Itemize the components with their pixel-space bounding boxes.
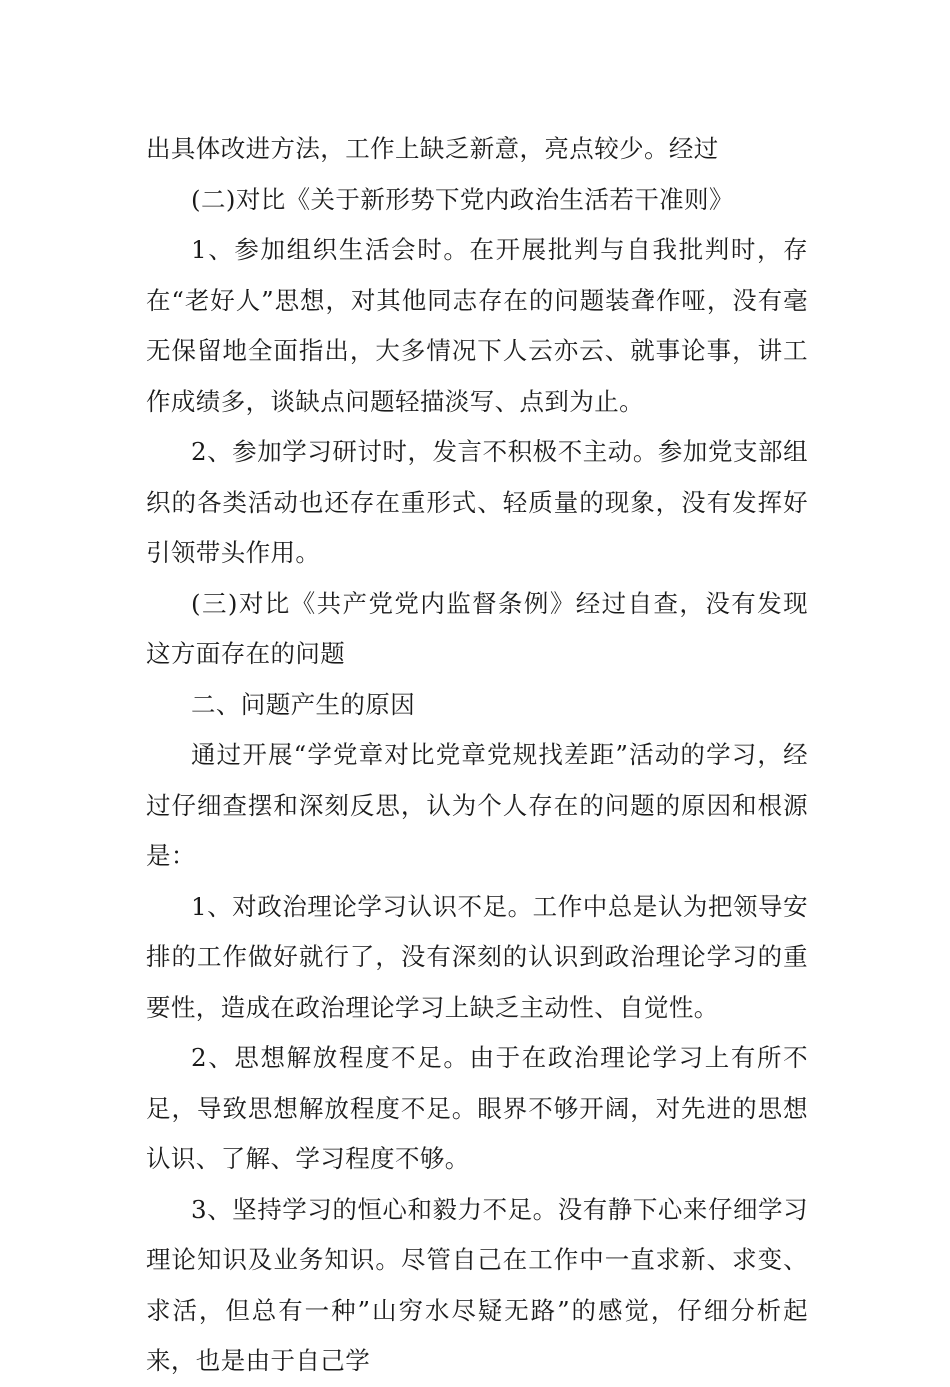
paragraph-cause-1: 1、对政治理论学习认识不足。工作中总是认为把领导安排的工作做好就行了，没有深刻的认识到政治理论学习的重要性，造成在政治理论学习上缺乏主动性、自觉性。: [146, 891, 808, 1022]
paragraph-section-heading-2: (二)对比《关于新形势下党内政治生活若干准则》: [191, 184, 734, 214]
paragraph-intro: 通过开展“学党章对比党章党规找差距”活动的学习，经过仔细查摆和深刻反思，认为个人存在的问题的原因和根源是：: [146, 740, 808, 870]
paragraph-item-1: 1、参加组织生活会时。在开展批判与自我批判时，存在“老好人”思想，对其他同志存在的问题装聋作哑，没有毫无保留地全面指出，大多情况下人云亦云、就事论事，讲工作成绩多，谈缺点问题轻描淡写、点到为止。: [146, 235, 808, 416]
paragraph-section-heading-3: (三)对比《共产党党内监督条例》经过自查，没有发现这方面存在的问题: [146, 588, 808, 668]
paragraph-continuation: 出具体改进方法，工作上缺乏新意，亮点较少。经过: [146, 134, 719, 163]
paragraph-chapter-heading: 二、问题产生的原因: [191, 689, 416, 719]
paragraph-cause-2: 2、思想解放程度不足。由于在政治理论学习上有所不足，导致思想解放程度不足。眼界不够开阔，对先进的思想认识、了解、学习程度不够。: [146, 1043, 808, 1173]
document-body: [146, 124, 808, 1387]
paragraph-item-2: 2、参加学习研讨时，发言不积极不主动。参加党支部组织的各类活动也还存在重形式、轻质量的现象，没有发挥好引领带头作用。: [146, 437, 808, 567]
paragraph-cause-3: 3、坚持学习的恒心和毅力不足。没有静下心来仔细学习理论知识及业务知识。尽管自己在工作中一直求新、求变、求活，但总有一种”山穷水尽疑无路”的感觉，仔细分析起来，也是由于自己学: [146, 1194, 808, 1375]
